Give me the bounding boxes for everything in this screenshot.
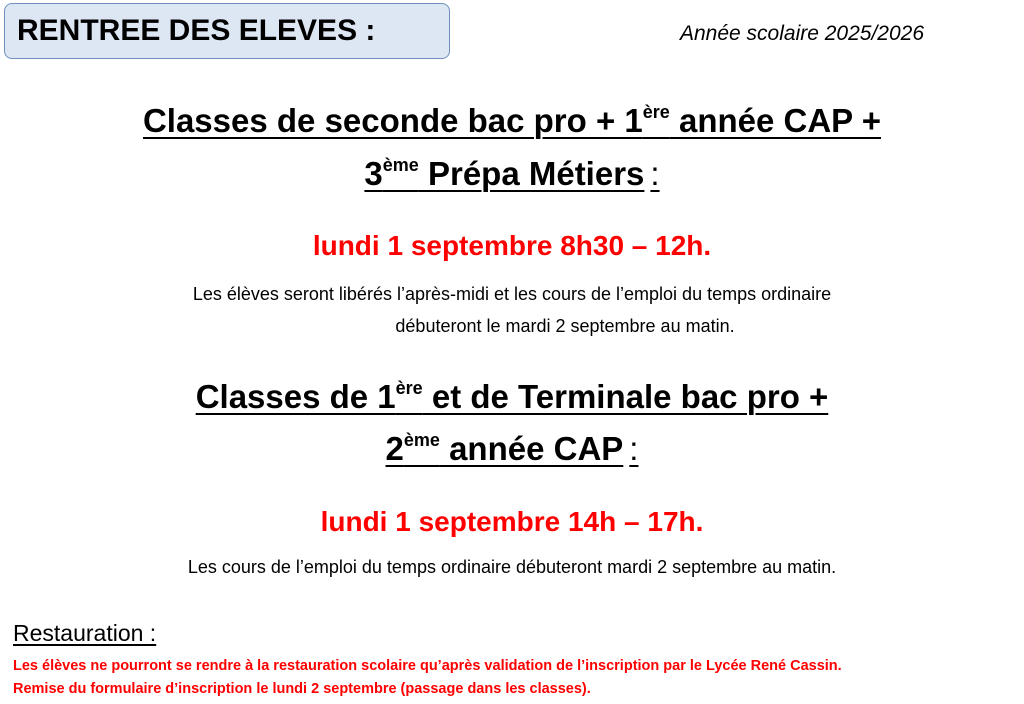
section1-heading2-pre: 3 — [364, 155, 383, 192]
section2-heading2-sup: ème — [403, 430, 440, 450]
restauration-line1: Les élèves ne pourront se rendre à la restauration scolaire qu’après validation de l’inscription par le Lycée René Cassin. — [13, 658, 842, 674]
section2-heading-line1-text — [196, 378, 829, 415]
restauration-line2: Remise du formulaire d’inscription le lundi 2 septembre (passage dans les classes). — [13, 681, 591, 697]
section1-heading2-sup: ème — [382, 155, 419, 175]
school-year: Année scolaire 2025/2026 — [680, 22, 925, 45]
section2-heading-line2 — [0, 430, 1024, 468]
section1-heading-part-b: année CAP + — [669, 102, 882, 139]
section2-heading-sup: ère — [395, 378, 423, 398]
section1-heading2-part-b: Prépa Métiers — [418, 155, 645, 192]
section2-info: Les cours de l’emploi du temps ordinaire débuteront mardi 2 septembre au matin. — [187, 557, 837, 577]
section2-heading-part-a: Classes de 1 — [195, 378, 396, 415]
section1-heading-line1 — [0, 102, 1024, 140]
section1-heading2-colon: : — [650, 155, 660, 192]
restauration-title: Restauration : — [13, 620, 157, 646]
section1-heading-part-a: Classes de seconde bac pro + 1 — [142, 102, 643, 139]
section1-date: lundi 1 septembre 8h30 – 12h. — [312, 230, 712, 261]
section1-heading-line2-text — [364, 155, 644, 192]
section1-heading-sup: ère — [642, 102, 670, 122]
section1-info-line2: débuteront le mardi 2 septembre au matin. — [395, 316, 735, 336]
section1-info-line1: Les élèves seront libérés l’après-midi et les cours de l’emploi du temps ordinaire — [192, 284, 832, 304]
section2-heading-line2-text — [386, 430, 624, 467]
page-title-box — [4, 3, 450, 59]
section1-heading-line2 — [0, 155, 1024, 193]
section1-heading-line1-text — [143, 102, 881, 139]
section2-heading2-part-b: année CAP — [439, 430, 624, 467]
section2-heading2-pre: 2 — [385, 430, 404, 467]
section2-heading2-colon: : — [629, 430, 639, 467]
section2-heading-line1 — [0, 378, 1024, 416]
page-title: RENTREE DES ELEVES : — [17, 14, 376, 47]
section2-date: lundi 1 septembre 14h – 17h. — [320, 506, 704, 537]
section2-heading-part-b: et de Terminale bac pro + — [422, 378, 829, 415]
